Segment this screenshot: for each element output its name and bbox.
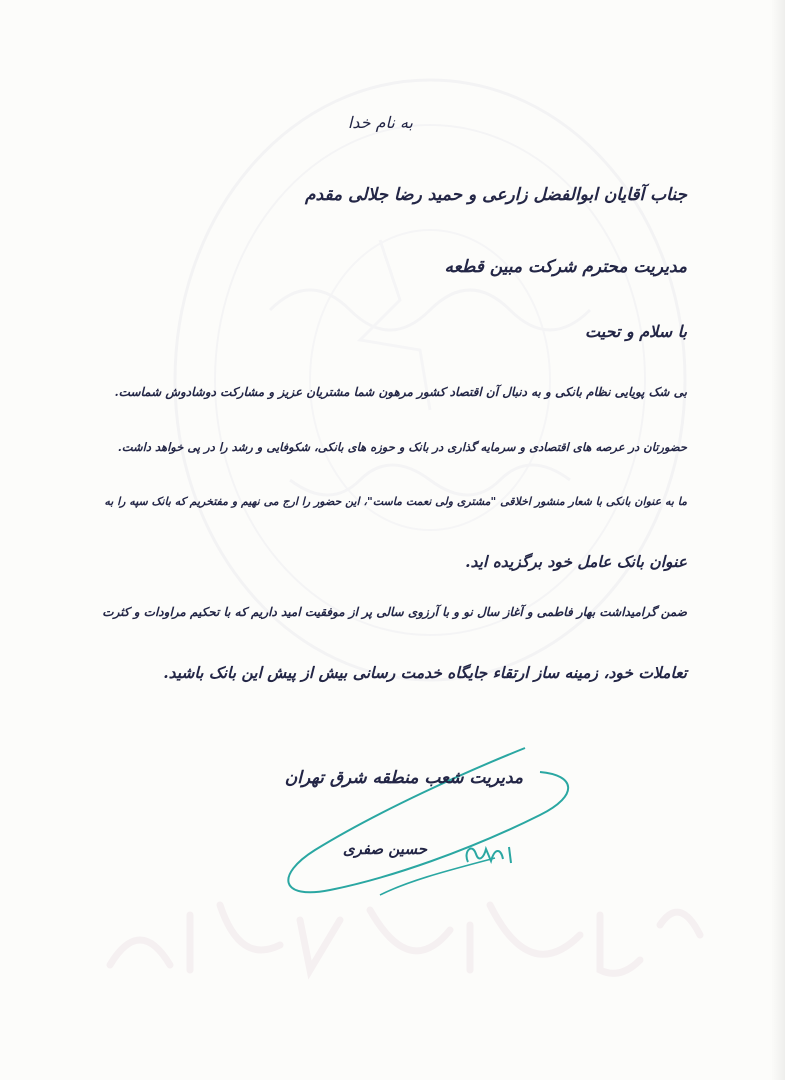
signatory-name: حسین صفری xyxy=(342,840,427,858)
signature-icon xyxy=(270,730,590,910)
page-edge-shadow xyxy=(771,0,785,1080)
addressee-line: جناب آقایان ابوالفضل زارعی و حمید رضا جلالی مقدم xyxy=(305,185,687,205)
body-line: تعاملات خود، زمینه ساز ارتقاء جایگاه خدمت رسانی بیش از پیش این بانک باشید. xyxy=(163,663,687,682)
bank-seal-watermark-icon xyxy=(150,60,710,700)
body-line: بی شک پویایی نظام بانکی و به دنبال آن اقتصاد کشور مرهون شما مشتریان عزیز و مشارکت دوشادوش شماست. xyxy=(114,385,687,399)
body-line: ضمن گرامیداشت بهار فاطمی و آغاز سال نو و با آرزوی سالی پر از موفقیت امید داریم که با تحکیم مراودات و کثرت xyxy=(102,605,687,619)
body-line: عنوان بانک عامل خود برگزیده اید. xyxy=(465,552,687,571)
company-line: مدیریت محترم شرکت مبین قطعه xyxy=(444,257,687,277)
body-line: ما به عنوان بانکی با شعار منشور اخلاقی "مشتری ولی نعمت ماست"، این حضور را ارج می نهیم و مفتخریم که بانک سپه را به xyxy=(104,495,687,508)
salutation: به نام خدا xyxy=(347,113,413,132)
greeting-line: با سلام و تحیت xyxy=(585,322,687,341)
body-line: حضورتان در عرصه های اقتصادی و سرمایه گذاری در بانک و حوزه های بانکی، شکوفایی و رشد را در پی خواهد داشت. xyxy=(117,440,687,454)
signatory-title: مدیریت شعب منطقه شرق تهران xyxy=(284,768,523,788)
